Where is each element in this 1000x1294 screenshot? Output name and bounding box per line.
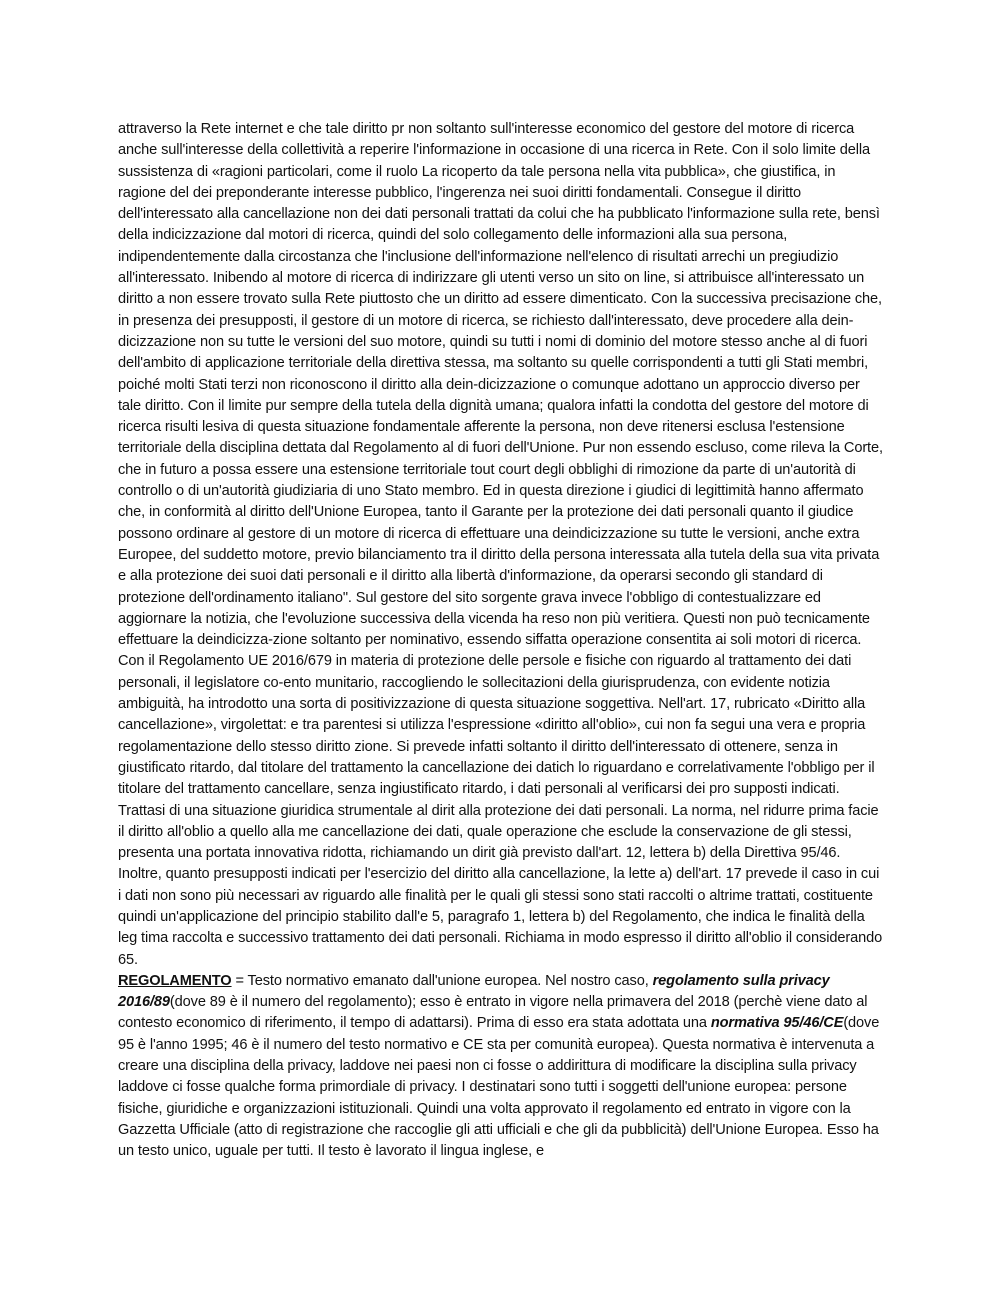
normativa-emphasis: normativa 95/46/CE [710,1015,844,1032]
term-regolamento: REGOLAMENTO [118,972,232,989]
regolamento-privacy-emphasis: regolamento sulla privacy 2016/89 [118,972,830,1011]
text-segment: = Testo normativo emanato dall'unione europea. Nel nostro caso, [231,972,653,989]
text-segment: (dove 95 è l'anno 1995; 46 è il numero del testo normativo e CE sta per comunità europea). Questa normativa è intervenuta a creare una disciplina della privacy, laddove nei paesi non ci fosse o addirittura di modificare la disciplina sulla privacy laddove ci fosse qualche forma primordiale di privacy. I destinatari sono tutti i soggetti dell'unione europea: persone fisiche, giuridiche e organizzazioni istituzionali. Quindi una volta approvato il regolamento ed entrato in vigore con la Gazzetta Ufficiale (atto di registrazione che raccoglie gli atti ufficiali e che gli da pubblicità) dell'Unione Europea. Esso ha un testo unico, uguale per tutti. Il testo è lavorato il lingua inglese, e [118,1015,880,1160]
text-segment: (dove 89 è il numero del regolamento); esso è entrato in vigore nella primavera del 2018 (perchè viene dato al contesto economico di riferimento, il tempo di adattarsi). Prima di esso era stata adottata una [118,994,868,1032]
paragraph-diritto-oblio: attraverso la Rete internet e che tale diritto pr non soltanto sull'interesse economico del gestore del motore di ricerca anche sull'interesse della collettività a reperire l'informazione in occasione di una ricerca in Rete. Con il solo limite della sussistenza di «ragioni particolari, come il ruolo La ricoperto da tale persona nella vita pubblica», che giustifica, in ragione del dei preponderante interesse pubblico, l'ingerenza nei suoi diritti fondamentali. Consegue il diritto dell'interessato alla cancellazione non dei dati personali trattati da colui che ha pubblicato l'informazione sulla rete, bensì della indicizzazione dal motori di ricerca, quindi del solo collegamento delle informazioni alla sua persona, indipendentemente dalla circostanza che l'inclusione dell'informazione nell'elenco di risultati arrechi un pregiudizio all'interessato. Inibendo al motore di ricerca di indirizzare gli utenti verso un sito on line, si attribuisce all'interessato un diritto a non essere trovato sulla Rete piuttosto che un diritto ad essere dimenticato. Con la successiva precisazione che, in presenza dei presupposti, il gestore di un motore di ricerca, se richiesto dall'interessato, deve procedere alla dein-dicizzazione non su tutte le versioni del suo motore, quindi su tutti i nomi di dominio del motore stesso anche al di fuori dell'ambito di applicazione territoriale della direttiva stessa, ma soltanto su quelle corrispondenti a tutti gli Stati membri, poiché molti Stati terzi non riconoscono il diritto alla dein-dicizzazione o comunque adottano un approccio diverso per tale diritto. Con il limite pur sempre della tutela della dignità umana; qualora infatti la condotta del gestore del motore di ricerca risulti lesiva di questa situazione fondamentale afferente la persona, non deve ritenersi esclusa l'estensione territoriale della disciplina dettata dal Regolamento al di fuori dell'Unione. Pur non essendo escluso, come rileva la Corte, che in futuro a possa essere una estensione territoriale tout court degli obblighi di rimozione da parte di un'autorità di controllo o di un'autorità giudiziaria di uno Stato membro. Ed in questa direzione i giudici di legittimità hanno affermato che, in conformità al diritto dell'Unione Europea, tanto il Garante per la protezione dei dati personali quanto il giudice possono ordinare al gestore di un motore di ricerca di effettuare una deindicizzazione su tutte le versioni, anche extra Europee, del suddetto motore, previo bilanciamento tra il diritto della persona interessata alla tutela della sua vita privata e alla protezione dei suoi dati personali e il diritto alla libertà d'informazione, da operarsi secondo gli standard di protezione dell'ordinamento italiano". Sul gestore del sito sorgente grava invece l'obbligo di contestualizzare ed aggiornare la notizia, che l'evoluzione successiva della vicenda ha reso non più veritiera. Questi non può tecnicamente effettuare la deindicizza-zione soltanto per nominativo, essendo siffatta operazione consentita ai soli motori di ricerca. Con il Regolamento UE 2016/679 in materia di protezione delle persole e fisiche con riguardo al trattamento dei dati personali, il legislatore co-ento munitario, raccogliendo le sollecitazioni della giurisprudenza, con evidente notizia ambiguità, ha introdotto una sorta di positivizzazione di questa situazione soggettiva. Nell'art. 17, rubricato «Diritto alla cancellazione», virgolettat: e tra parentesi si utilizza l'espressione «diritto all'oblio», cui non fa segui una vera e propria regolamentazione dello stesso diritto zione. Si prevede infatti soltanto il diritto dell'interessato di ottenere, senza in giustificato ritardo, dal titolare del trattamento la cancellazione dei datich lo riguardano e correlativamente l'obbligo per il titolare del trattamento cancellare, senza ingiustificato ritardo, i dati personali al verificarsi dei pro supposti indicati. Trattasi di una situazione giuridica strumentale al dirit alla protezione dei dati personali. La norma, nel ridurre prima facie il diritto all'oblio a quello alla me cancellazione dei dati, quale operazione che esclude la conservazione de gli stessi, presenta una portata innovativa ridotta, richiamando un dirit già previsto dall'art. 12, lettera b) della Direttiva 95/46. Inoltre, quanto presupposti indicati per l'esercizio del diritto alla cancellazione, la lette a) dell'art. 17 prevede il caso in cui i dati non sono più necessari av riguardo alle finalità per le quali gli stessi sono stati raccolti o altrime trattati, costituente quindi un'applicazione del principio stabilito dall'e 5, paragrafo 1, lettera b) del Regolamento, che indica le finalità della leg tima raccolta e successivo trattamento dei dati personali. Richiama in modo espresso il diritto all'oblio il considerando 65. [118,121,883,968]
paragraph-regolamento [118,971,884,1163]
document-page [118,119,884,1163]
